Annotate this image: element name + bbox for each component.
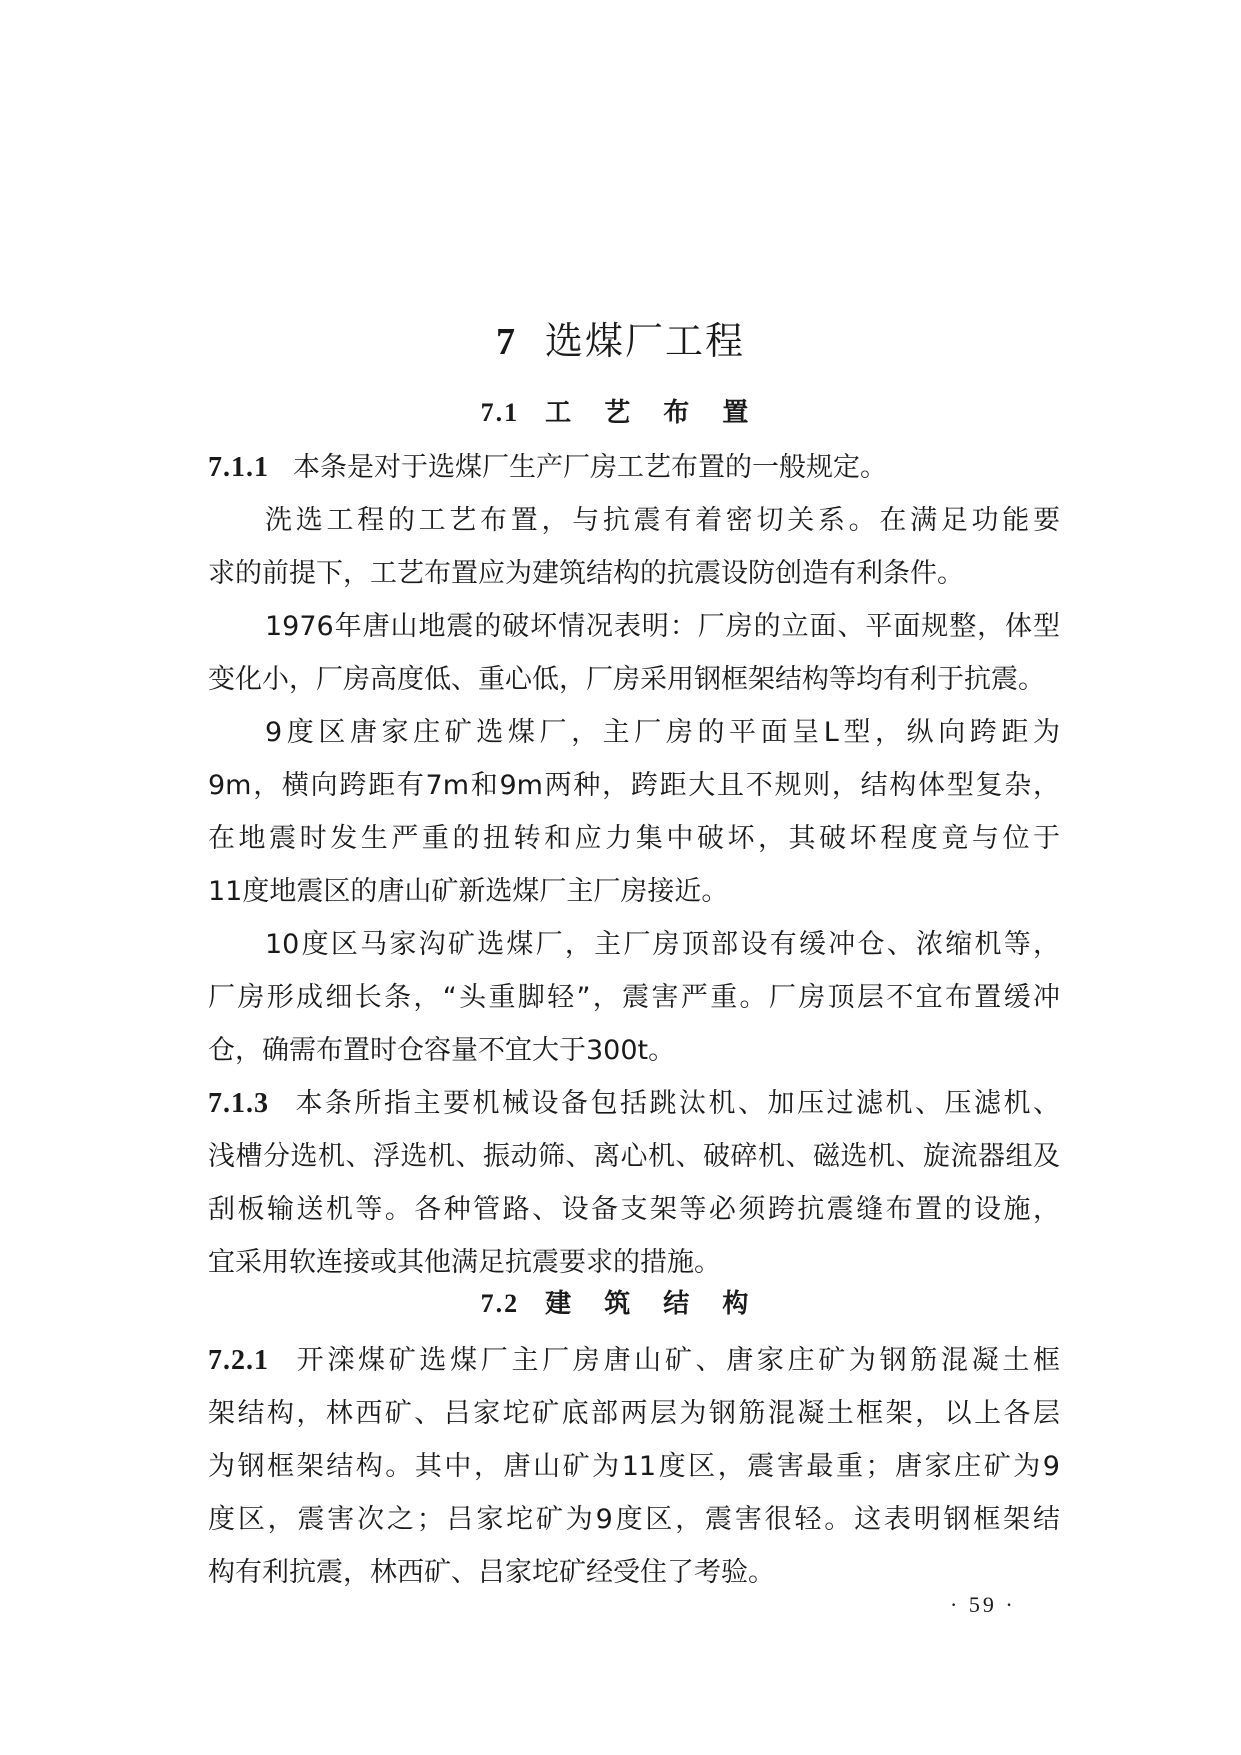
paragraph-line: 浅槽分选机、浮选机、振动筛、离心机、破碎机、磁选机、旋流器组及 bbox=[208, 1141, 1060, 1172]
chapter-title bbox=[0, 310, 1241, 365]
paragraph-line: 1976年唐山地震的破坏情况表明：厂房的立面、平面规整，体型 bbox=[265, 611, 1060, 642]
paragraph-line: 9度区唐家庄矿选煤厂，主厂房的平面呈L型，纵向跨距为 bbox=[265, 717, 1060, 748]
section-heading-7-2 bbox=[0, 1283, 1241, 1320]
clause-7-1-3 bbox=[208, 1077, 1060, 1289]
paragraph-line: 10度区马家沟矿选煤厂，主厂房顶部设有缓冲仓、浓缩机等， bbox=[265, 929, 1060, 960]
clause-number: 7.1.3 bbox=[208, 1088, 269, 1119]
section-number: 7.2 bbox=[480, 1289, 520, 1318]
chapter-number: 7 bbox=[495, 321, 517, 363]
paragraph-line: 洗选工程的工艺布置，与抗震有着密切关系。在满足功能要 bbox=[265, 505, 1060, 536]
clause-number: 7.1.1 bbox=[208, 452, 269, 483]
chapter-title-text: 选煤厂工程 bbox=[544, 319, 745, 363]
clause-7-1-1 bbox=[208, 441, 1060, 1077]
paragraph-line: 度区，震害次之；吕家坨矿为9度区，震害很轻。这表明钢框架结 bbox=[208, 1504, 1060, 1535]
paragraph-line: 架结构，林西矿、吕家坨矿底部两层为钢筋混凝土框架，以上各层 bbox=[208, 1398, 1060, 1429]
section-title-text: 建 筑 结 构 bbox=[545, 1289, 761, 1319]
paragraph-line: 求的前提下，工艺布置应为建筑结构的抗震设防创造有利条件。 bbox=[208, 558, 964, 589]
clause-number: 7.2.1 bbox=[208, 1345, 269, 1376]
paragraph-line: 7.1.1 本条是对于选煤厂生产厂房工艺布置的一般规定。 bbox=[208, 452, 887, 483]
paragraph-line: 宜采用软连接或其他满足抗震要求的措施。 bbox=[208, 1247, 721, 1278]
paragraph-line: 9m，横向跨距有7m和9m两种，跨距大且不规则，结构体型复杂， bbox=[208, 770, 1060, 801]
paragraph-line: 11度地震区的唐山矿新选煤厂主厂房接近。 bbox=[208, 876, 729, 907]
page-number: · 59 · bbox=[950, 1592, 1016, 1617]
paragraph-line: 7.2.1 开滦煤矿选煤厂主厂房唐山矿、唐家庄矿为钢筋混凝土框 bbox=[208, 1345, 1060, 1376]
paragraph-line: 仓，确需布置时仓容量不宜大于300t。 bbox=[208, 1035, 676, 1066]
paragraph-line: 在地震时发生严重的扭转和应力集中破坏，其破坏程度竟与位于 bbox=[208, 823, 1060, 854]
paragraph-line: 刮板输送机等。各种管路、设备支架等必须跨抗震缝布置的设施， bbox=[208, 1194, 1060, 1225]
paragraph-line: 厂房形成细长条，“头重脚轻”，震害严重。厂房顶层不宜布置缓冲 bbox=[208, 982, 1060, 1013]
section-number: 7.1 bbox=[480, 398, 520, 427]
paragraph-line: 构有利抗震，林西矿、吕家坨矿经受住了考验。 bbox=[208, 1557, 775, 1588]
section-heading-7-1 bbox=[0, 392, 1241, 429]
paragraph-line: 为钢框架结构。其中，唐山矿为11度区，震害最重；唐家庄矿为9 bbox=[208, 1451, 1060, 1482]
clause-7-2-1 bbox=[208, 1334, 1060, 1599]
paragraph-line: 7.1.3 本条所指主要机械设备包括跳汰机、加压过滤机、压滤机、 bbox=[208, 1088, 1060, 1119]
paragraph-line: 变化小，厂房高度低、重心低，厂房采用钢框架结构等均有利于抗震。 bbox=[208, 664, 1045, 695]
section-title-text: 工 艺 布 置 bbox=[545, 398, 761, 428]
